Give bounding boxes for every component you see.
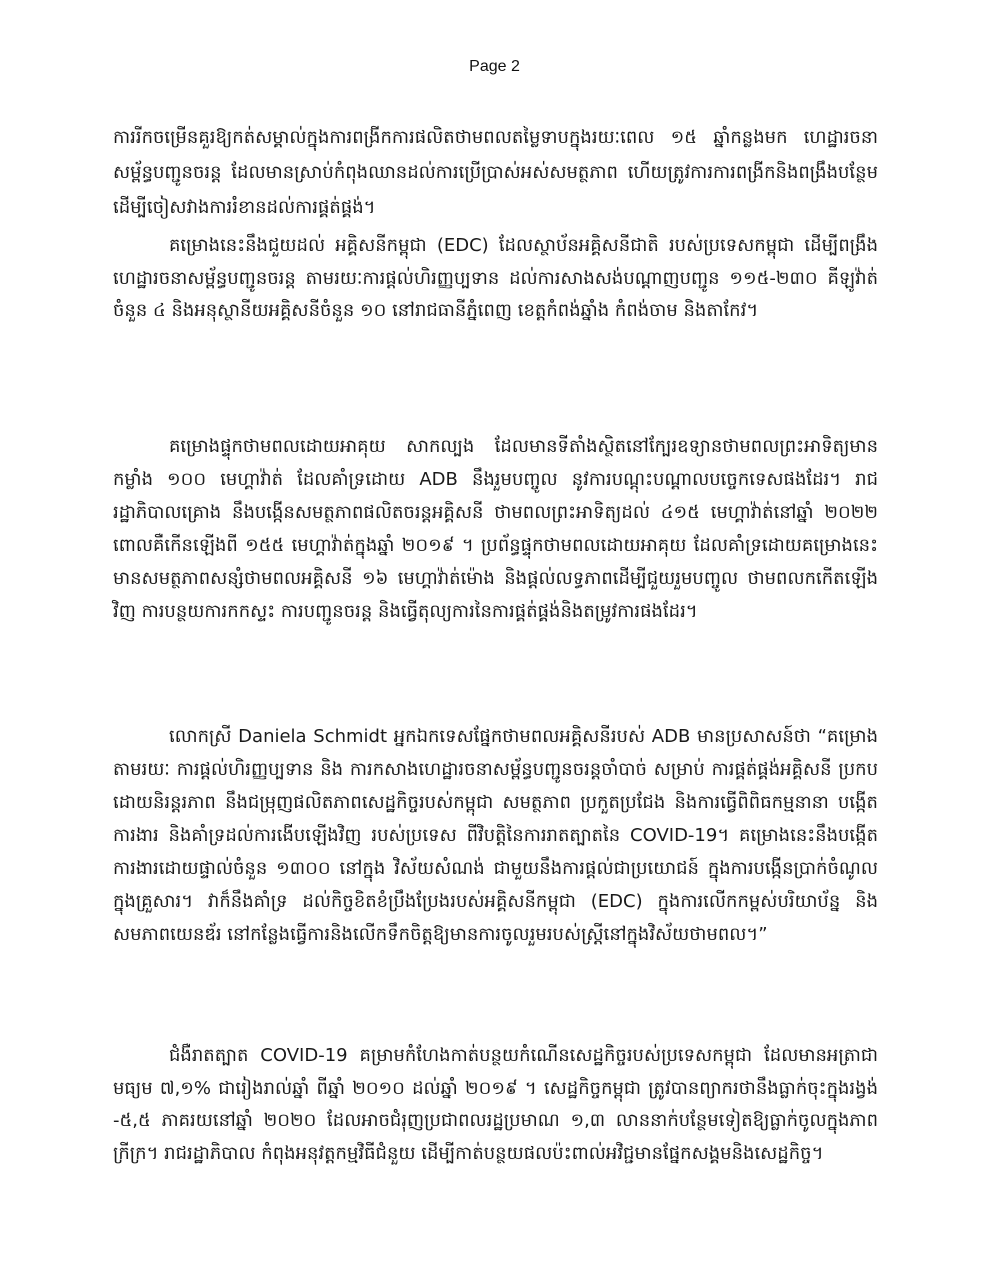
page-number: Page 2 [469, 58, 520, 75]
paragraph-battery-storage: គម្រោងផ្ទុកថាមពលដោយអាគុយ សាកល្បង ដែលមានទីតាំងស្ថិតនៅក្បែរឧទ្យានថាមពលព្រះអាទិត្យមានកម្លាំង ១០០ មេហ្គាវ៉ាត់ ដែលគាំទ្រដោយ ADB នឹងរួមបញ្ចូល នូវការបណ្តុះបណ្តាលបច្ចេកទេសផងដែរ។ រាជរដ្ឋាភិបាលគ្រោង នឹងបង្កើនសមត្ថភាពផលិតចរន្តអគ្គិសនី ថាមពលព្រះអាទិត្យដល់ ៤១៥ មេហ្គាវ៉ាត់នៅឆ្នាំ ២០២២ ពោលគឺកើនឡើងពី ១៥៥ មេហ្គាវ៉ាត់ក្នុងឆ្នាំ ២០១៩ ។ ប្រព័ន្ធផ្ទុកថាមពលដោយអាគុយ ដែលគាំទ្រដោយគម្រោងនេះ មានសមត្ថភាពសន្សំថាមពលអគ្គិសនី ១៦ មេហ្គាវ៉ាត់ម៉ោង និងផ្តល់លទ្ធភាពដើម្បីជួយរួមបញ្ចូល ថាមពលកកើតឡើងវិញ ការបន្ថយការកកស្ទះ ការបញ្ជូនចរន្ត និងធ្វើតុល្យការនៃការផ្គត់ផ្គង់និងតម្រូវការផងដែរ។ [113, 436, 878, 622]
paragraph-edc-project: គម្រោងនេះនឹងជួយដល់ អគ្គិសនីកម្ពុជា (EDC) ដែលស្ថាប័នអគ្គិសនីជាតិ របស់ប្រទេសកម្ពុជា ដើម្បីពង្រឹងហេដ្ឋារចនាសម្ព័ន្ធបញ្ជូនចរន្ត តាមរយៈការផ្តល់ហិរញ្ញប្បទាន ដល់ការសាងសង់បណ្តាញបញ្ជូន ១១៥-២៣០ គីឡូវ៉ាត់ ចំនួន ៤ និងអនុស្ថានីយអគ្គិសនីចំនួន ១០ នៅរាជធានីភ្នំពេញ ខេត្តកំពង់ឆ្នាំង កំពង់ចាម និងតាកែវ។ [113, 235, 878, 321]
paragraph-covid-impact: ជំងឺរាតត្បាត COVID-19 គម្រាមកំហែងកាត់បន្ថយកំណើនសេដ្ឋកិច្ចរបស់ប្រទេសកម្ពុជា ដែលមានអត្រាជាមធ្យម ៧,១% ជារៀងរាល់ឆ្នាំ ពីឆ្នាំ ២០១០ ដល់ឆ្នាំ ២០១៩ ។ សេដ្ឋកិច្ចកម្ពុជា ត្រូវបានព្យាករថានឹងធ្លាក់ចុះក្នុងរង្វង់ -៥,៥ ភាគរយនៅឆ្នាំ ២០២០ ដែលអាចជំរុញប្រជាពលរដ្ឋប្រមាណ ១,៣ លាននាក់បន្ថែមទៀតឱ្យធ្លាក់ចូលក្នុងភាពក្រីក្រ។ រាជរដ្ឋាភិបាល កំពុងអនុវត្តកម្មវិធីជំនួយ ដើម្បីកាត់បន្ថយផលប៉ះពាល់អវិជ្ជមានផ្នែកសង្គមនិងសេដ្ឋកិច្ច។ [113, 1045, 878, 1164]
paragraph-schmidt-quote: លោកស្រី Daniela Schmidt អ្នកឯកទេសផ្នែកថាមពលអគ្គិសនីរបស់ ADB មានប្រសាសន៍ថា “គម្រោង តាមរយៈ ការផ្តល់ហិរញ្ញប្បទាន និង ការកសាងហេដ្ឋារចនាសម្ព័ន្ធបញ្ជូនចរន្តចាំបាច់ សម្រាប់ ការផ្គត់ផ្គង់អគ្គិសនី ប្រកបដោយនិរន្តរភាព នឹងជម្រុញផលិតភាពសេដ្ឋកិច្ចរបស់កម្ពុជា សមត្ថភាព ប្រកួតប្រជែង និងការធ្វើពិពិធកម្មនានា បង្កើតការងារ និងគាំទ្រដល់ការងើបឡើងវិញ របស់ប្រទេស ពីវិបត្តិនៃការរាតត្បាតនៃ COVID-19។ គម្រោងនេះនឹងបង្កើតការងារដោយផ្ទាល់ចំនួន ១៣០០ នៅក្នុង វិស័យសំណង់ ជាមួយនឹងការផ្តល់ជាប្រយោជន៍ ក្នុងការបង្កើនប្រាក់ចំណូលក្នុងគ្រួសារ។ វាក៏នឹងគាំទ្រ ដល់កិច្ចខិតខំប្រឹងប្រែងរបស់អគ្គិសនីកម្ពុជា (EDC) ក្នុងការលើកកម្ពស់បរិយាប័ន្ន និងសមភាពយេនឌ័រ នៅកន្លែងធ្វើការនិងលើកទឹកចិត្តឱ្យមានការចូលរួមរបស់ស្ត្រីនៅក្នុងវិស័យថាមពល។” [113, 726, 878, 945]
paragraph-transmission-capacity: ការរីកចម្រើនគួរឱ្យកត់សម្គាល់ក្នុងការពង្រីកការផលិតថាមពលតម្លៃទាបក្នុងរយៈពេល ១៥ ឆ្នាំកន្លងមក ហេដ្ឋារចនាសម្ព័ន្ធបញ្ជូនចរន្ត ដែលមានស្រាប់កំពុងឈានដល់ការប្រើប្រាស់អស់សមត្ថភាព ហើយត្រូវការការពង្រីកនិងពង្រឹងបន្ថែម ដើម្បីចៀសវាងការរំខានដល់ការផ្គត់ផ្គង់។ [113, 127, 878, 218]
